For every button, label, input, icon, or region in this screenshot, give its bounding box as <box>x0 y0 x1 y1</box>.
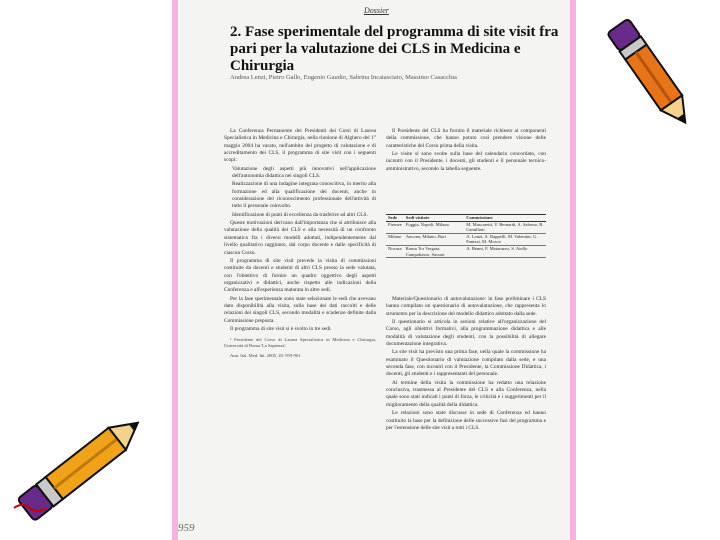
table-header-row <box>386 215 546 222</box>
paragraph: Le relazioni sono state discusse in sede di Conferenza ed hanno costituito la base per la definizione delle successive fasi del programma e per l'estensione delle site visit a tutti i CLS. <box>386 410 546 431</box>
right-column-top <box>386 128 546 212</box>
table-cell: Novara <box>386 245 404 257</box>
commission-table <box>386 214 546 292</box>
table-cell: Milano <box>386 233 404 245</box>
paragraph: La site visit ha previsto una prima fase, nella quale la commissione ha esaminato il Questionario di valutazione compilato dalla sede, e una seconda fase, con incontri con il Presidente, la Commissione Didattica, i docenti, gli studenti e i rappresentanti del personale. <box>386 349 546 378</box>
right-column-bottom <box>386 296 546 532</box>
data-table <box>386 214 546 258</box>
table-cell: Roma Tor Vergata, Campobasso, Sassari <box>404 245 464 257</box>
table-header-cell: Sede <box>386 215 404 222</box>
table-cell: Ancona, Milano, Bari <box>404 233 464 245</box>
table-cell: A. Benni, F. Matarazzo, S. Aiello <box>464 245 546 257</box>
footnote: Ann. Ital. Med. Int. 2005, 20: 959-961 <box>230 353 301 359</box>
paragraph: Materiale/Questionario di autovalutazione: in fase preliminare i CLS hanno compilato un questionario di autovalutazione, che rappresenta lo strumento per la descrizione del modello didattico adottato dalla sede. <box>386 296 546 317</box>
table-cell: M. Mascaretti, V. Bernardi, A. Salerno, R. Camilloni <box>464 221 546 233</box>
footnote: ¹ Presidente del Corso di Laurea Specialistica in Medicina e Chirurgia, Università di Roma 'La Sapienza'. <box>224 337 376 349</box>
list-item: Realizzazione di una indagine integrata conoscitiva, in merito alla formazione ed alla qualificazione dei docenti, anche in considerazione del riconoscimento professionale dell'attività di tutto il personale coinvolto. <box>232 181 376 210</box>
left-column <box>224 128 376 530</box>
paragraph: Per la fase sperimentale sono state selezionate le sedi che avevano dato disponibilità alla visita, sulla base dei dati raccolti e delle relazioni dei singoli CLS, secondo modalità e scadenze definite dalla Commissione preposta. <box>224 295 376 324</box>
paragraph: La Conferenza Permanente dei Presidenti dei Corsi di Laurea Specialistica in Medicina e Chirurgia, nella riunione di Alghero del 1° maggio 2004 ha varato, nell'ambito del progetto di valutazione e di accreditamento dei CLS, il programma di site visit con i seguenti scopi: <box>224 128 376 164</box>
section-label: Dossier <box>364 6 389 15</box>
table-row <box>386 221 546 233</box>
pencil-icon <box>584 0 720 150</box>
paragraph: Al termine della visita la commissione ha redatto una relazione conclusiva, trasmessa al Presidente del CLS e alla Conferenza, nella quale sono stati indicati i punti di forza, le criticità e i suggerimenti per il miglioramento della qualità della didattica. <box>386 379 546 408</box>
article-authors: Andrea Lenzi, Pietro Gallo, Eugenio Gaudio, Sabrina Incatasciato, Massimo Casacchia <box>230 74 457 81</box>
paragraph: Il programma di site visit prevede la visita di commissioni costituite da docenti e studenti di altri CLS presso la sede valutata, con l'obiettivo di fornire un quadro oggettivo degli aspetti organizzativi e didattici, anche rispetto alle indicazioni della Conferenza e all'esperienza maturata in altre sedi. <box>224 257 376 294</box>
pencil-icon <box>0 388 170 540</box>
table-row <box>386 233 546 245</box>
paragraph: Queste motivazioni derivano dall'importanza che si attribuisce alla valutazione della qualità dei CLS e alla necessità di un confronto sistematico fra i diversi modelli adottati, indipendentemente dal livello qualitativo raggiunto, dal corpo docente e dalle specificità di ciascun Corso. <box>224 220 376 256</box>
page-number: 959 <box>178 522 195 534</box>
table-header-cell: Commissione <box>464 215 546 222</box>
article-title: 2. Fase sperimentale del programma di site visit fra pari per la valutazione dei CLS in Medicina e Chirurgia <box>230 24 559 74</box>
table-cell: Foggia, Napoli, Milano <box>404 221 464 233</box>
document-page <box>178 0 570 540</box>
paragraph: Le visite si sono svolte sulla base del calendario concordato, con incontri con il Presidente, i docenti, gli studenti e il personale tecnico-amministrativo, secondo la tabella seguente. <box>386 151 546 172</box>
paragraph: Il programma di site visit si è svolto in tre sedi. <box>230 325 332 332</box>
table-cell: A. Lenzi, A. Rappelli, M. Valentini, G. Fanizzi, M. Mosca <box>464 233 546 245</box>
paragraph: Il questionario si articola in sezioni relative all'organizzazione del Corso, agli obiettivi formativi, alla programmazione didattica e alle modalità di valutazione degli studenti, con la possibilità di allegare documentazione integrativa. <box>386 319 546 348</box>
table-cell: Firenze <box>386 221 404 233</box>
paragraph: Il Presidente del CLS ha fornito il materiale richiesto ai componenti della commissione, che hanno potuto così prendere visione delle caratteristiche del Corso prima della visita. <box>386 128 546 149</box>
table-header-cell: Sedi visitate <box>404 215 464 222</box>
table-row <box>386 245 546 257</box>
list-item: Identificazione di punti di eccellenza da trasferire ad altri CLS. <box>232 211 368 218</box>
list-item: Valutazione degli aspetti più innovativi nell'applicazione dell'autonomia didattica nei singoli CLS. <box>232 165 376 180</box>
